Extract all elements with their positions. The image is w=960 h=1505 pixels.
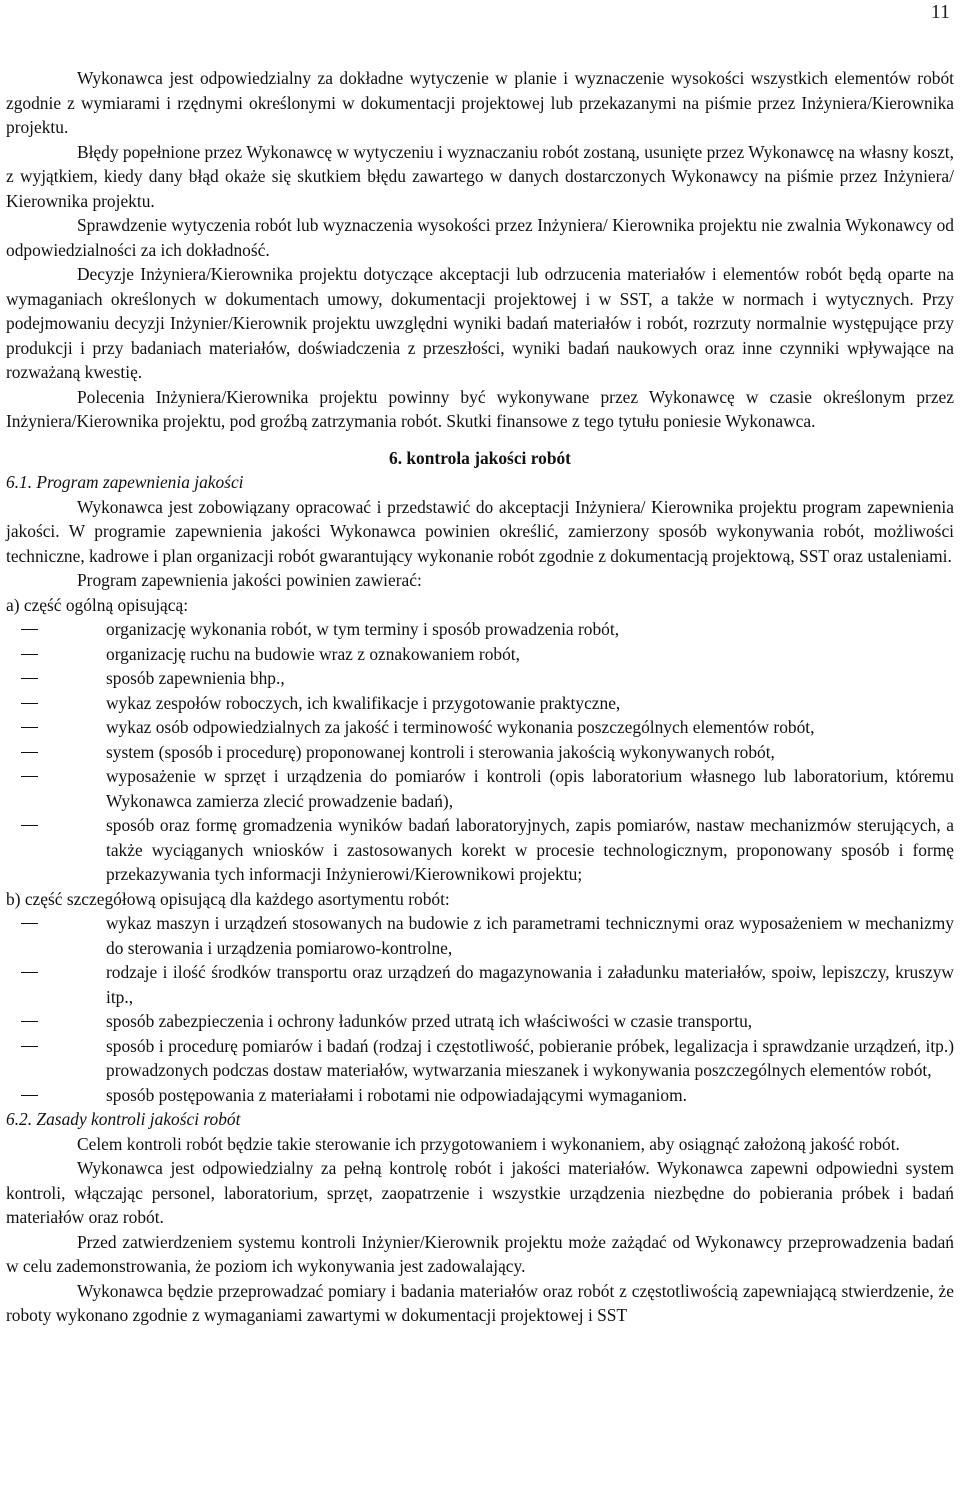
paragraph: Wykonawca jest zobowiązany opracować i przedstawić do akceptacji Inżyniera/ Kierownika projektu program zapewnienia jakości. W programie zapewnienia jakości Wykonawca powinien określić, zamierzony sposób wykonywania robót, możliwości techniczne, kadrowe i plan organizacji robót gwarantujący wykonanie robót zgodnie z dokumentacją projektową, SST oraz ustaleniami. [6,496,954,566]
subsection-heading: 6.2. Zasady kontroli jakości robót [6,1109,241,1129]
list-b-title: b) część szczegółową opisującą dla każdego asortymentu robót: [6,888,450,909]
paragraph: Polecenia Inżyniera/Kierownika projektu powinny być wykonywane przez Wykonawcę w czasie określonym przez Inżyniera/Kierownika projektu, pod groźbą zatrzymania robót. Skutki finansowe z tego tytułu poniesie Wykonawca. [6,386,954,431]
paragraph: Przed zatwierdzeniem systemu kontroli Inżynier/Kierownik projektu może zażądać od Wykonawcy przeprowadzenia badań w celu zademonstrowania, że poziom ich wykonywania jest zadowalający. [6,1231,954,1276]
list-item: sposób i procedurę pomiarów i badań (rodzaj i częstotliwość, pobieranie próbek, legalizacja i sprawdzanie urządzeń, itp.) prowadzonych podczas dostaw materiałów, wytwarzania mieszanek i wykonywania poszczególnych elementów robót, [106,1034,954,1083]
list-item: system (sposób i procedurę) proponowanej kontroli i sterowania jakością wykonywanych robót, [106,740,954,765]
subsection-heading: 6.1. Program zapewnienia jakości [6,472,244,492]
list-item: organizację wykonania robót, w tym terminy i sposób prowadzenia robót, [106,617,954,642]
list-item: wyposażenie w sprzęt i urządzenia do pomiarów i kontroli (opis laboratorium własnego lub laboratorium, któremu Wykonawca zamierza zlecić prowadzenie badań), [106,764,954,813]
list-a [6,617,954,887]
list-item: sposób oraz formę gromadzenia wyników badań laboratoryjnych, zapis pomiarów, nastaw mechanizmów sterujących, a także wyciąganych wniosków i zastosowanych korekt w procesie technologicznym, proponowany sposób i formę przekazywania tych informacji Inżynierowi/Kierownikowi projektu; [106,813,954,887]
paragraph: Celem kontroli robót będzie takie sterowanie ich przygotowaniem i wykonaniem, aby osiągnąć założoną jakość robót. [77,1133,900,1154]
list-item: rodzaje i ilość środków transportu oraz urządzeń do magazynowania i załadunku materiałów, spoiw, lepiszczy, kruszyw itp., [106,960,954,1009]
list-a-title: a) część ogólną opisującą: [6,594,189,615]
list-item: wykaz osób odpowiedzialnych za jakość i terminowość wykonania poszczególnych elementów robót, [106,715,954,740]
list-item: organizację ruchu na budowie wraz z oznakowaniem robót, [106,642,954,667]
list-item: sposób zabezpieczenia i ochrony ładunków przed utratą ich właściwości w czasie transportu, [106,1009,954,1034]
list-item: wykaz zespołów roboczych, ich kwalifikacje i przygotowanie praktyczne, [106,691,954,716]
list-item: wykaz maszyn i urządzeń stosowanych na budowie z ich parametrami technicznymi oraz wyposażeniem w mechanizmy do sterowania i urządzenia pomiarowo-kontrolne, [106,911,954,960]
paragraph: Wykonawca jest odpowiedzialny za dokładne wytyczenie w planie i wyznaczenie wysokości wszystkich elementów robót zgodnie z wymiarami i rzędnymi określonymi w dokumentacji projektowej lub przekazanymi na piśmie przez Inżyniera/Kierownika projektu. [6,68,954,137]
paragraph: Decyzje Inżyniera/Kierownika projektu dotyczące akceptacji lub odrzucenia materiałów i elementów robót będą oparte na wymaganiach określonych w dokumentach umowy, dokumentacji projektowej i w SST, a także w normach i wytycznych. Przy podejmowaniu decyzji Inżynier/Kierownik projektu uwzględni wyniki badań materiałów i robót, rozrzuty normalnie występujące przy produkcji i przy badaniach materiałów, doświadczenia z przeszłości, wyniki badań naukowych oraz inne czynniki wpływające na rozważaną kwestię. [6,264,954,382]
list-item: sposób postępowania z materiałami i robotami nie odpowiadającymi wymaganiom. [106,1083,954,1108]
section-heading: 6. kontrola jakości robót [389,447,571,468]
list-item: sposób zapewnienia bhp., [106,666,954,691]
paragraph: Sprawdzenie wytyczenia robót lub wyznaczenia wysokości przez Inżyniera/ Kierownika projektu nie zwalnia Wykonawcy od odpowiedzialności za ich dokładność. [6,215,954,260]
paragraph: Błędy popełnione przez Wykonawcę w wytyczeniu i wyznaczaniu robót zostaną, usunięte przez Wykonawcę na własny koszt, z wyjątkiem, kiedy dany błąd okaże się skutkiem błędu zawartego w danych dostarczonych Wykonawcy na piśmie przez Inżyniera/ Kierownika projektu. [6,141,954,211]
page-number: 11 [930,1,950,23]
list-b [6,911,954,1107]
document-body [6,66,954,1328]
paragraph: Program zapewnienia jakości powinien zawierać: [77,570,422,590]
paragraph: Wykonawca będzie przeprowadzać pomiary i badania materiałów oraz robót z częstotliwością zapewniającą stwierdzenie, że roboty wykonano zgodnie z wymaganiami zawartymi w dokumentacji projektowej i SST [6,1280,954,1325]
paragraph: Wykonawca jest odpowiedzialny za pełną kontrolę robót i jakości materiałów. Wykonawca zapewni odpowiedni system kontroli, włączając personel, laboratorium, sprzęt, zaopatrzenie i wszystkie urządzenia niezbędne do pobierania próbek i badań materiałów oraz robót. [6,1158,954,1227]
